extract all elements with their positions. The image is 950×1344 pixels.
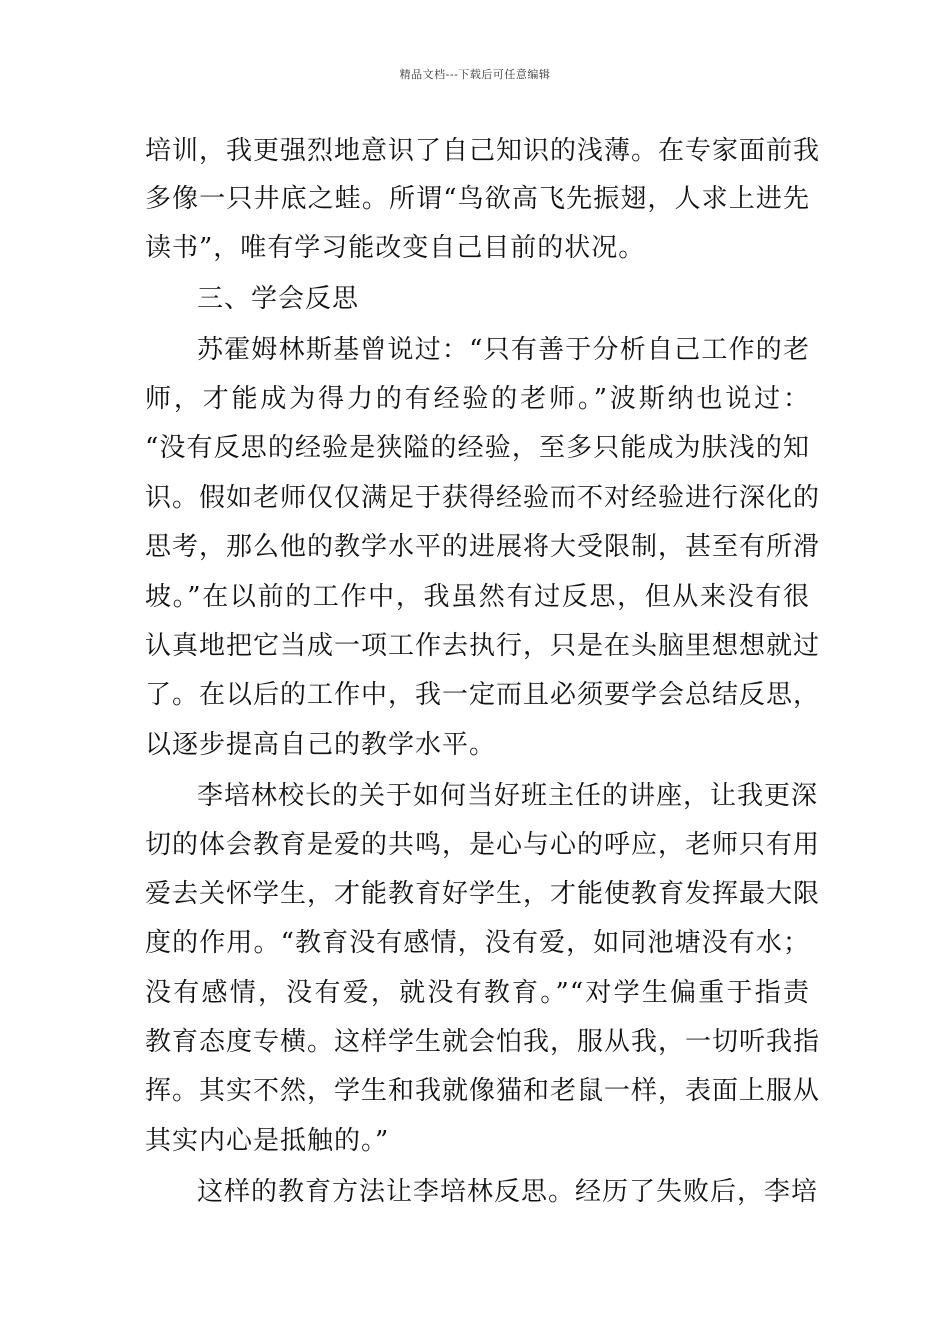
text-line: 多像一只井底之蛙。所谓“鸟欲高飞先振翅，人求上进先 [145,184,810,214]
text-line: 李培林校长的关于如何当好班主任的讲座，让我更深 [197,781,819,811]
text-line: “没有反思的经验是狭隘的经验，至多只能成为肤浅的知 [145,433,810,463]
text-line: 切的体会教育是爱的共鸣，是心与心的呼应，老师只有用 [145,830,821,860]
text-line: 坡。”在以前的工作中，我虽然有过反思，但从来没有很 [145,582,810,612]
text-line: 师，才能成为得力的有经验的老师。”波斯纳也说过： [145,384,810,414]
page-header: 精品文档---下载后可任意编辑 [399,68,551,81]
text-line: 思考，那么他的教学水平的进展将大受限制，甚至有所滑 [145,532,821,562]
section-heading: 三、学会反思 [197,284,360,314]
text-line: 培训，我更强烈地意识了自己知识的浅薄。在专家面前我 [145,136,821,166]
text-line: 度的作用。“教育没有感情，没有爱，如同池塘没有水； [145,928,810,958]
text-line: 挥。其实不然，学生和我就像猫和老鼠一样，表面上服从 [145,1076,821,1106]
text-line: 苏霍姆林斯基曾说过：“只有善于分析自己工作的老 [197,335,810,365]
text-line: 教育态度专横。这样学生就会怕我，服从我，一切听我指 [145,1027,821,1057]
text-line: 识。假如老师仅仅满足于获得经验而不对经验进行深化的 [145,483,821,513]
text-line: 以逐步提高自己的教学水平。 [145,730,497,760]
text-line: 这样的教育方法让李培林反思。经历了失败后，李培 [197,1177,819,1207]
text-line: 读书”，唯有学习能改变自己目前的状况。 [145,233,646,263]
text-line: 没有感情，没有爱，就没有教育。”“对学生偏重于指责 [145,978,810,1008]
text-line: 认真地把它当成一项工作去执行，只是在头脑里想想就过 [145,631,821,661]
text-line: 爱去关怀学生，才能教育好学生，才能使教育发挥最大限 [145,879,821,909]
text-line: 其实内心是抵触的。” [145,1126,390,1156]
text-line: 了。在以后的工作中，我一定而且必须要学会总结反思， [145,680,821,710]
